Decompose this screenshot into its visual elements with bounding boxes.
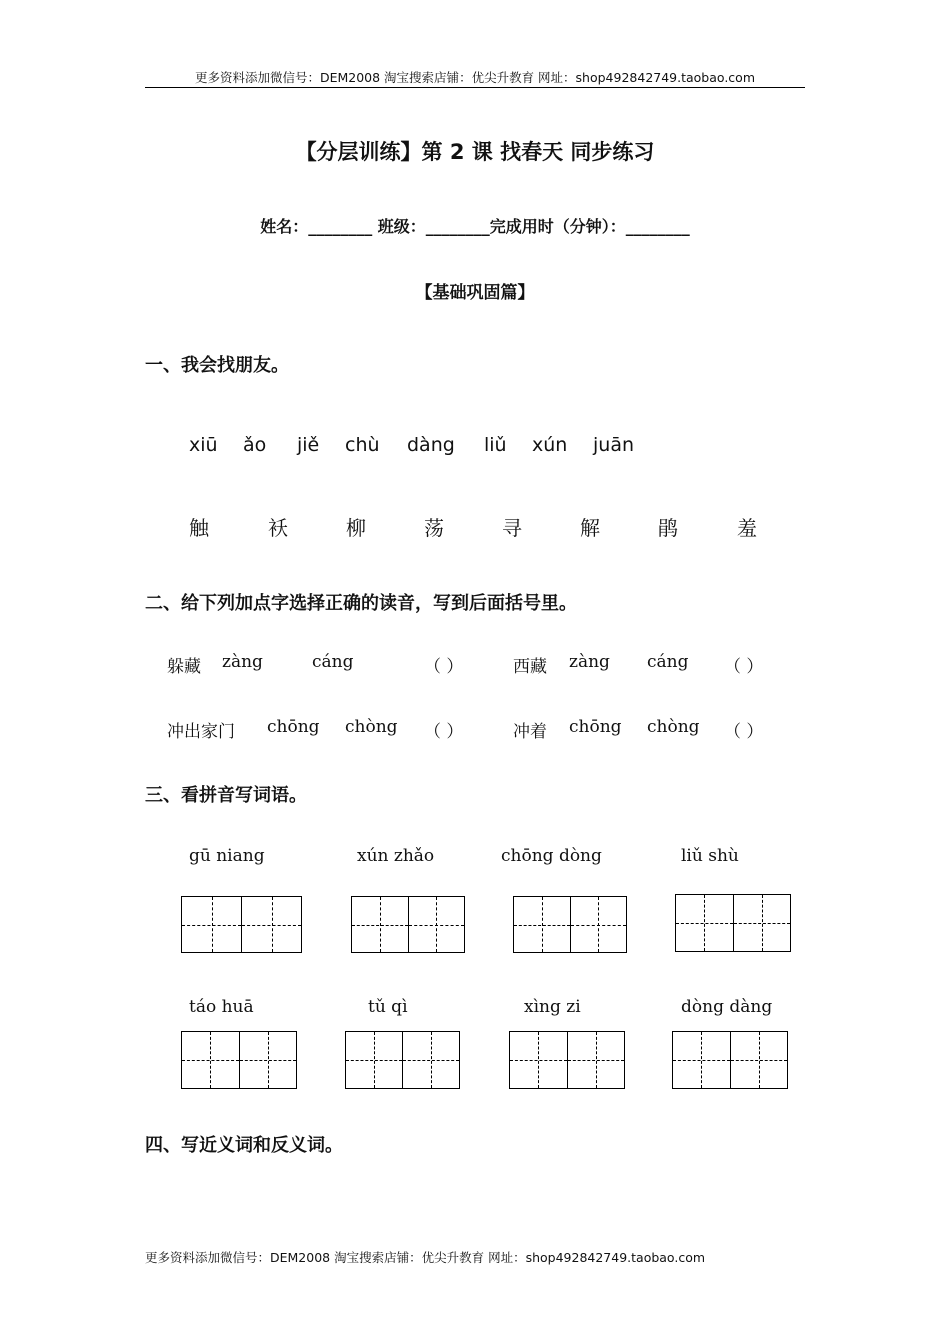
writing-grid[interactable] [345,1031,460,1089]
hanzi-item: 荡 [424,516,444,540]
header-rule [145,87,805,88]
answer-blank[interactable]: （ ） [724,722,764,742]
grid-cell[interactable] [239,1032,297,1088]
section1-heading: 一、我会找朋友。 [145,355,289,376]
writing-grid[interactable] [672,1031,788,1089]
reading-option: zàng [222,652,263,672]
pinyin-item: jiě [297,434,320,456]
hanzi-item: 柳 [346,516,366,540]
reading-option: chòng [345,717,398,737]
pinyin-item: xiū [189,434,218,456]
pinyin-item: ǎo [243,434,267,456]
section3-heading: 三、看拼音写词语。 [145,785,307,806]
writing-grid[interactable] [181,896,302,953]
writing-grid[interactable] [181,1031,297,1089]
pinyin-word-label: táo huā [189,997,254,1017]
section4-heading: 四、写近义词和反义词。 [145,1135,343,1156]
reading-option: chōng [267,717,320,737]
reading-option: cáng [647,652,689,672]
pinyin-word-label: xìng zi [524,997,581,1017]
grid-cell[interactable] [673,1032,730,1088]
page-title: 【分层训练】第 2 课 找春天 同步练习 [295,140,655,164]
reading-option: chōng [569,717,622,737]
writing-grid[interactable] [509,1031,625,1089]
hanzi-item: 袄 [268,516,288,540]
grid-cell[interactable] [352,897,408,952]
grid-cell[interactable] [182,897,241,952]
writing-grid[interactable] [675,894,791,952]
section2-heading: 二、给下列加点字选择正确的读音，写到后面括号里。 [145,593,577,614]
pinyin-word-label: xún zhǎo [357,846,435,866]
grid-cell[interactable] [182,1032,239,1088]
hanzi-item: 触 [189,516,209,540]
reading-option: chòng [647,717,700,737]
reading-option: zàng [569,652,610,672]
grid-cell[interactable] [676,895,733,951]
grid-cell[interactable] [510,1032,567,1088]
pinyin-word-label: gū niang [189,846,265,866]
page-header: 更多资料添加微信号：DEM2008 淘宝搜索店铺：优尖升教育 网址：shop492842749.taobao.com [194,70,756,85]
answer-blank[interactable]: （ ） [424,722,464,742]
grid-cell[interactable] [733,895,791,951]
student-info-line: 姓名：________ 班级：________完成用时（分钟）：________ [260,217,690,236]
grid-cell[interactable] [408,897,465,952]
hanzi-item: 羞 [737,516,757,540]
pinyin-item: xún [532,434,568,456]
hanzi-item: 鹃 [658,516,678,540]
grid-cell[interactable] [514,897,570,952]
grid-cell[interactable] [570,897,627,952]
grid-cell[interactable] [346,1032,402,1088]
pinyin-item: dàng [407,434,455,456]
basic-section-heading: 【基础巩固篇】 [415,283,535,303]
reading-word: 冲着 [513,722,547,742]
pinyin-word-label: tǔ qì [368,997,408,1017]
answer-blank[interactable]: （ ） [424,657,464,677]
grid-cell[interactable] [402,1032,459,1088]
reading-word: 躲藏 [167,657,201,677]
grid-cell[interactable] [567,1032,625,1088]
reading-option: cáng [312,652,354,672]
page-footer: 更多资料添加微信号：DEM2008 淘宝搜索店铺：优尖升教育 网址：shop492842749.taobao.com [145,1250,706,1265]
pinyin-item: liǔ [484,434,507,456]
pinyin-word-label: chōng dòng [501,846,602,866]
pinyin-word-label: dòng dàng [681,997,773,1017]
answer-blank[interactable]: （ ） [724,657,764,677]
pinyin-word-label: liǔ shù [681,846,739,866]
hanzi-item: 寻 [502,516,522,540]
reading-word: 冲出家门 [167,722,235,742]
grid-cell[interactable] [241,897,301,952]
hanzi-item: 解 [580,516,600,540]
pinyin-item: juān [593,434,635,456]
grid-cell[interactable] [730,1032,788,1088]
pinyin-item: chù [345,434,380,456]
writing-grid[interactable] [351,896,465,953]
writing-grid[interactable] [513,896,627,953]
reading-word: 西藏 [513,657,547,677]
